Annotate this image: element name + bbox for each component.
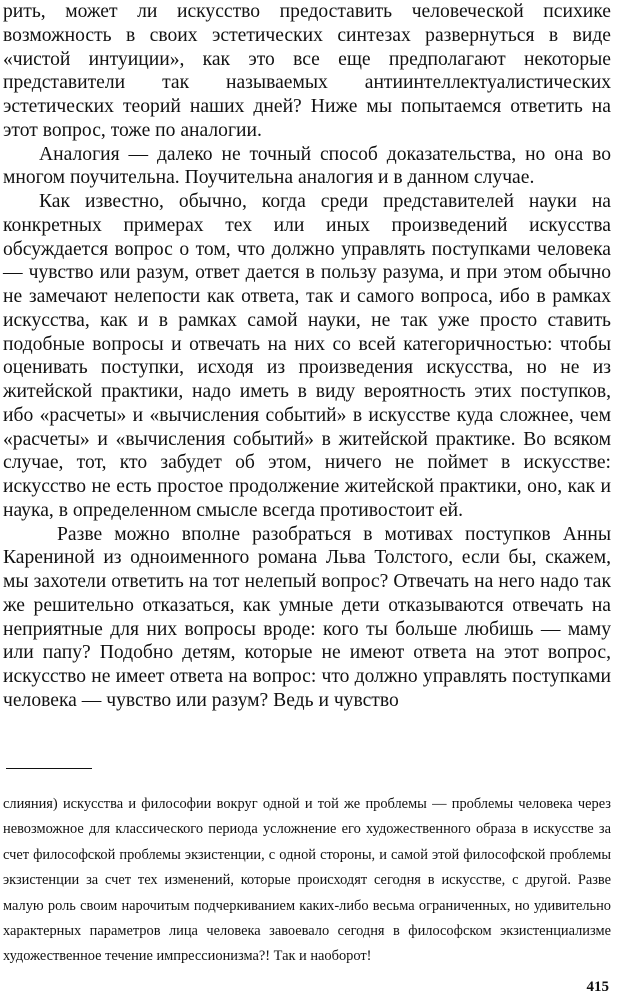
paragraph-science-example: Как известно, обычно, когда среди представителей науки на конкретных примерах тех или иных произведений искусства обсуждается вопрос о том, что должно управлять поступками человека — чувство или разум, ответ дается в пользу разума, и при этом обычно не замечают нелепости как ответа, так и самого вопроса, ибо в рамках искусства, как и в рамках самой науки, не так уже просто ставить подобные вопросы и отвечать на них со всей категоричностью: чтобы оценивать поступки, исходя из произведения искусства, но не из житейской практики, надо иметь в виду вероятность этих поступков, ибо «расчеты» и «вычисления событий» в искусстве куда сложнее, чем «расчеты» и «вычисления событий» в житейской практике. Во всяком случае, тот, кто забудет об этом, ничего не поймет в искусстве: искусство не есть простое продолжение житейской практики, оно, как и наука, в определенном смысле всегда противостоит ей. xyxy=(3,191,611,521)
page-number: 415 xyxy=(586,979,609,995)
paragraph-analogy: Аналогия — далеко не точный способ доказательства, но она во многом поучительна. Поучительна аналогия и в данном случае. xyxy=(3,143,611,189)
footnote xyxy=(3,792,611,970)
main-text xyxy=(3,0,611,713)
footnote-divider xyxy=(6,768,92,769)
paragraph-anna-karenina: Разве можно вполне разобраться в мотивах поступков Анны Карениной из одноименного романа Льва Толстого, если бы, скажем, мы захотели ответить на тот нелепый вопрос? Отвечать на него надо так же решительно отказаться, как умные дети отказываются отвечать на неприятные для них вопросы вроде: кого ты больше любишь — маму или папу? Подобно детям, которые не имеют ответа на этот вопрос, искусство не имеет ответа на вопрос: что должно управлять поступками человека — чувство или разум? Ведь и чувство xyxy=(3,523,611,711)
paragraph-continuation: рить, может ли искусство предоставить человеческой психике возможность в своих эстетических синтезах развернуться в виде «чистой интуиции», как это все еще предполагают некоторые представители так называемых антиинтеллектуалистических эстетических теорий наших дней? Ниже мы попытаемся ответить на этот вопрос, тоже по аналогии. xyxy=(3,1,611,141)
footnote-text: слияния) искусства и философии вокруг одной и той же проблемы — проблемы человека через невозможное для классического периода усложнение его художественного образа в искусстве за счет философской проблемы экзистенции, с одной стороны, и самой этой философской проблемы экзистенции за счет тех изменений, которые происходят сегодня в искусстве, с другой. Разве малую роль своим нарочитым подчеркиванием каких-либо весьма ограниченных, но удивительно характерных параметров лица человека завоевало сегодня в философском экзистенциализме художественное течение импрессионизма?! Так и наоборот! xyxy=(3,796,611,965)
